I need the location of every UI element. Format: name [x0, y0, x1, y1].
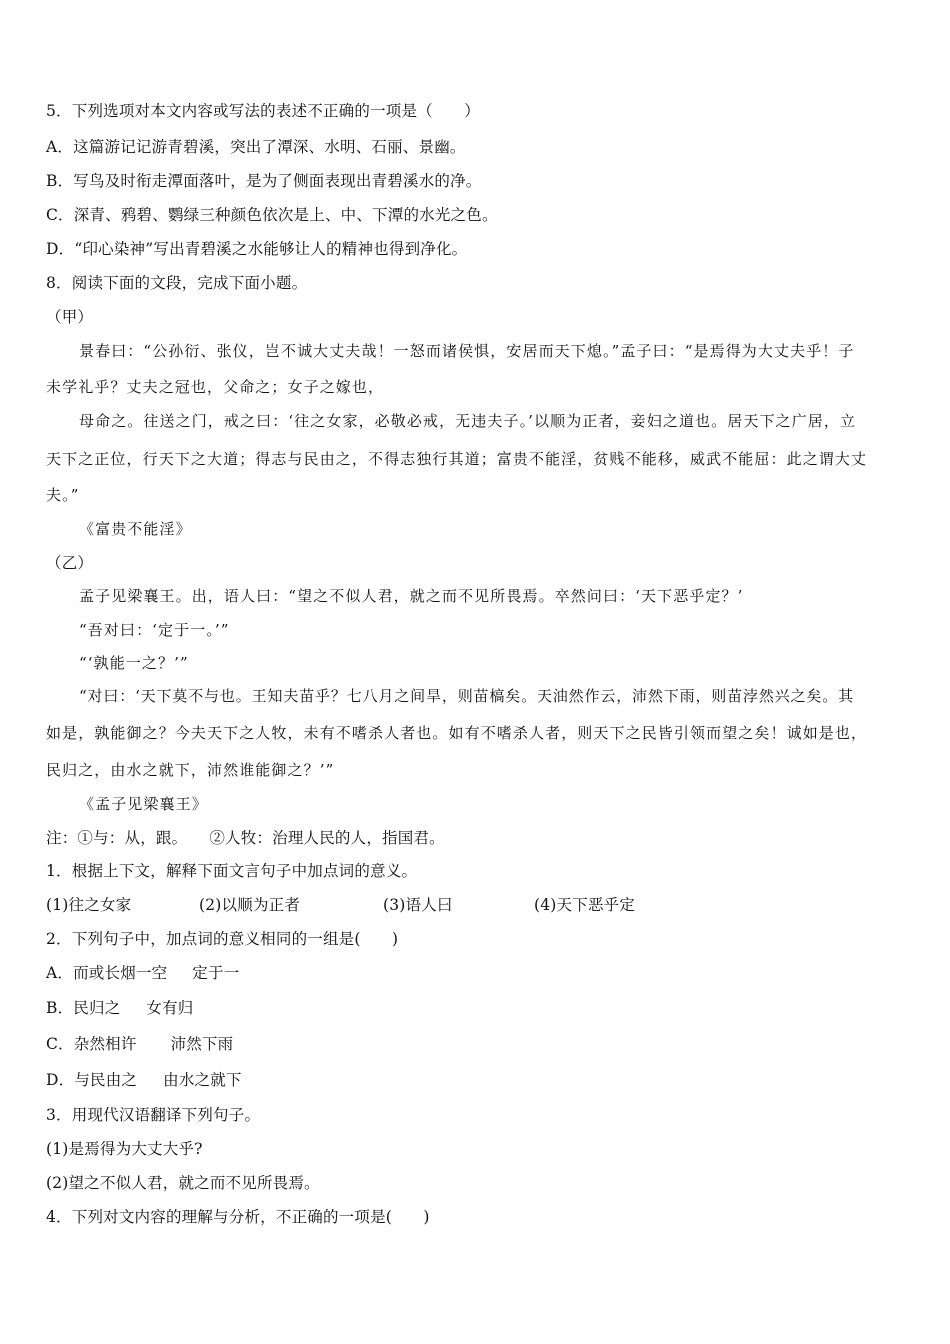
passage-yi-line: “对曰：‘天下莫不与也。王知夫苗乎？七八月之间旱，则苗槁矣。天油然作云，沛然下雨，则苗浡然兴之矣。其 — [79, 687, 854, 705]
sub2-option-b-left: B．民归之 — [46, 999, 121, 1017]
passage-jia-line: 未学礼乎？丈夫之冠也，父命之；女子之嫁也， — [46, 378, 385, 396]
q5-option-c: C．深青、鸦碧、鹦绿三种颜色依次是上、中、下潭的水光之色。 — [46, 206, 498, 224]
sub2-option-b — [46, 998, 194, 1018]
passage-yi-label: （乙） — [46, 554, 94, 572]
sub4-stem: 4．下列对文内容的理解与分析，不正确的一项是( ) — [46, 1208, 430, 1226]
sub1-item: (2)以顺为正者 — [199, 896, 301, 914]
passage-yi-source: 《孟子见梁襄王》 — [79, 795, 208, 813]
passage-jia-label: （甲） — [46, 308, 94, 326]
sub3-item: (2)望之不似人君，就之而不见所畏焉。 — [46, 1174, 320, 1192]
sub3-stem: 3．用现代汉语翻译下列句子。 — [46, 1106, 261, 1124]
sub1-item: (1)往之女家 — [46, 896, 132, 914]
passage-jia-line: 天下之正位，行天下之大道；得志与民由之，不得志独行其道；富贵不能淫，贫贱不能移，威武不能屈：此之谓大丈 — [46, 450, 868, 468]
note-line — [46, 828, 445, 848]
passage-jia-line: 母命之。往送之门，戒之曰：‘往之女家，必敬必戒，无违夫子。’以顺为正者，妾妇之道也。居天下之广居，立 — [79, 412, 857, 430]
q5-option-a: A．这篇游记记游青碧溪，突出了潭深、水明、石丽、景幽。 — [46, 138, 466, 156]
sub3-item: (1)是焉得为大丈大乎? — [46, 1140, 203, 1158]
passage-yi-line: “吾对曰：‘定于一。’” — [79, 621, 230, 639]
sub1-item: (3)语人曰 — [383, 896, 453, 914]
passage-yi-line: 孟子见梁襄王。出，语人曰：“望之不似人君，就之而不见所畏焉。卒然问曰：‘天下恶乎定？’ — [79, 587, 744, 605]
passage-yi-line: 如是，孰能御之？今夫天下之人牧，未有不嗜杀人者也。如有不嗜杀人者，则天下之民皆引领而望之矣！诚如是也， — [46, 724, 868, 742]
note-1: 注：①与：从，跟。 — [46, 829, 188, 847]
passage-jia-line: 夫。” — [46, 486, 80, 504]
sub1-stem: 1．根据上下文，解释下面文言句子中加点词的意义。 — [46, 862, 418, 880]
passage-yi-line: 民归之，由水之就下，沛然谁能御之？’” — [46, 761, 335, 779]
sub2-option-b-right: 女有归 — [146, 999, 194, 1017]
passage-jia-line: 景春曰：“公孙衍、张仪，岂不诚大丈夫哉！一怒而诸侯惧，安居而天下熄。”孟子曰：“是焉得为大丈夫乎！子 — [79, 342, 855, 360]
q8-stem: 8．阅读下面的文段，完成下面小题。 — [46, 274, 308, 292]
sub2-option-c-right: 沛然下雨 — [170, 1035, 234, 1053]
q5-option-d: D．“印心染神”写出青碧溪之水能够让人的精神也得到净化。 — [46, 240, 468, 258]
sub2-option-d-right: 由水之就下 — [163, 1071, 242, 1089]
sub2-option-a-left: A．而或长烟一空 — [46, 964, 168, 982]
note-2: ②人牧：治理人民的人，指国君。 — [209, 829, 445, 847]
sub1-item: (4)天下恶乎定 — [534, 896, 636, 914]
sub2-option-c-left: C．杂然相许 — [46, 1035, 137, 1053]
q5-option-b: B．写鸟及时衔走潭面落叶，是为了侧面表现出青碧溪水的净。 — [46, 172, 482, 190]
passage-yi-line: “‘孰能一之？’” — [79, 654, 189, 672]
sub2-option-a — [46, 963, 239, 983]
sub2-option-d-left: D．与民由之 — [46, 1071, 138, 1089]
sub2-option-a-right: 定于一 — [192, 964, 240, 982]
q5-stem: 5．下列选项对本文内容或写法的表述不正确的一项是（ ） — [46, 102, 480, 120]
passage-jia-source: 《富贵不能淫》 — [79, 520, 192, 538]
sub2-option-c — [46, 1034, 233, 1054]
sub2-stem: 2．下列句子中，加点词的意义相同的一组是( ) — [46, 930, 399, 948]
sub2-option-d — [46, 1070, 242, 1090]
